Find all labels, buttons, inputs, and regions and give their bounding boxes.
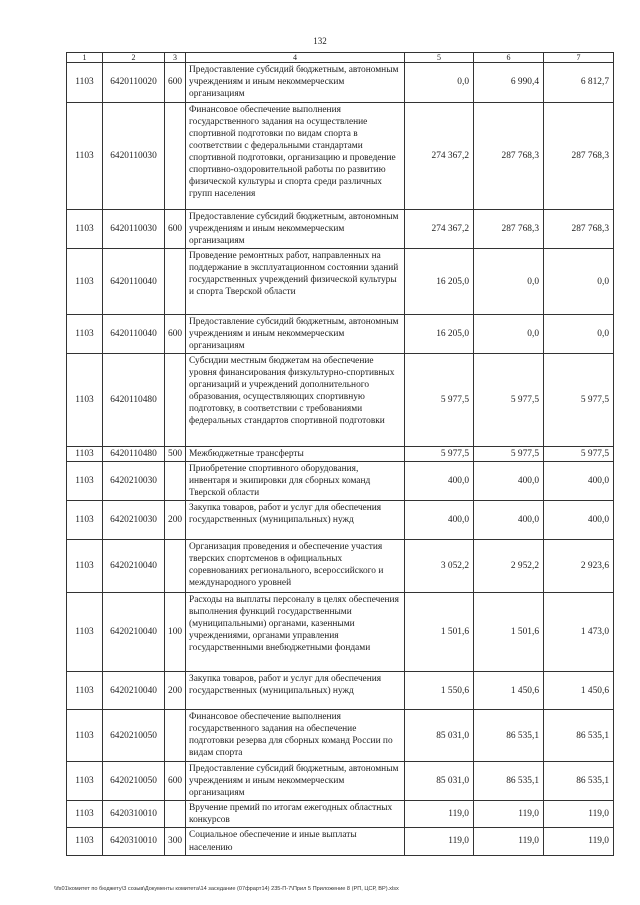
value-2019-cell: 5 977,5 (405, 447, 474, 462)
table-row (67, 462, 614, 501)
type-cell: 600 (165, 315, 186, 354)
header-cell: 7 (544, 53, 614, 63)
value-2021-cell: 5 977,5 (544, 354, 614, 447)
value-2021-cell: 119,0 (544, 828, 614, 855)
value-2019-cell: 85 031,0 (405, 762, 474, 801)
type-cell: 200 (165, 501, 186, 540)
type-cell (165, 354, 186, 447)
section-cell: 1103 (67, 828, 103, 855)
type-cell: 100 (165, 593, 186, 672)
section-cell: 1103 (67, 249, 103, 315)
table-row (67, 63, 614, 103)
name-cell: Финансовое обеспечение выполнения государственного задания на осуществление спортивной подготовки по видам спорта в соответствии с федеральными стандартами спортивной подготовки, организацию и проведение спортивно-оздоровительной работы по развитию физической культуры и спорта среди различных групп населения (186, 103, 405, 210)
value-2021-cell: 86 535,1 (544, 762, 614, 801)
value-2021-cell: 400,0 (544, 501, 614, 540)
value-2020-cell: 0,0 (474, 249, 544, 315)
code-cell: 6420310010 (103, 828, 165, 855)
name-cell: Субсидии местным бюджетам на обеспечение уровня финансирования физкультурно-спортивных организаций и учреждений дополнительного образования, осуществляющих спортивную подготовку, в соответствии с требованиями федеральных стандартов спортивной подготовки (186, 354, 405, 447)
value-2021-cell: 287 768,3 (544, 103, 614, 210)
value-2019-cell: 0,0 (405, 63, 474, 103)
name-cell: Закупка товаров, работ и услуг для обеспечения государственных (муниципальных) нужд (186, 672, 405, 710)
value-2020-cell: 287 768,3 (474, 103, 544, 210)
value-2020-cell: 6 990,4 (474, 63, 544, 103)
section-cell: 1103 (67, 801, 103, 828)
value-2021-cell: 0,0 (544, 249, 614, 315)
section-cell: 1103 (67, 63, 103, 103)
code-cell: 6420110030 (103, 210, 165, 249)
table-row (67, 249, 614, 315)
table-row (67, 447, 614, 462)
type-cell (165, 540, 186, 593)
code-cell: 6420110020 (103, 63, 165, 103)
code-cell: 6420110030 (103, 103, 165, 210)
value-2020-cell: 400,0 (474, 501, 544, 540)
value-2019-cell: 3 052,2 (405, 540, 474, 593)
value-2021-cell: 400,0 (544, 462, 614, 501)
type-cell: 600 (165, 63, 186, 103)
file-path-footer: \\fs01\комитет по бюджету\3 созыв\Документы комитета\14 заседание (07фрарт14) 235-П-7\Прил 5 Приложение 8 (РП, ЦСР, ВР).xlsx (54, 886, 399, 892)
value-2020-cell: 119,0 (474, 828, 544, 855)
header-cell: 2 (103, 53, 165, 63)
value-2019-cell: 85 031,0 (405, 710, 474, 762)
section-cell: 1103 (67, 210, 103, 249)
table-row (67, 354, 614, 447)
code-cell: 6420310010 (103, 801, 165, 828)
value-2020-cell: 1 501,6 (474, 593, 544, 672)
value-2019-cell: 400,0 (405, 501, 474, 540)
code-cell: 6420210030 (103, 462, 165, 501)
section-cell: 1103 (67, 672, 103, 710)
name-cell: Финансовое обеспечение выполнения государственного задания на обеспечение подготовки резерва для сборных команд России по видам спорта (186, 710, 405, 762)
code-cell: 6420210040 (103, 540, 165, 593)
value-2021-cell: 2 923,6 (544, 540, 614, 593)
code-cell: 6420210040 (103, 672, 165, 710)
section-cell: 1103 (67, 540, 103, 593)
type-cell (165, 103, 186, 210)
code-cell: 6420110480 (103, 354, 165, 447)
type-cell: 600 (165, 762, 186, 801)
name-cell: Приобретение спортивного оборудования, инвентаря и экипировки для сборных команд Тверской области (186, 462, 405, 501)
value-2019-cell: 119,0 (405, 801, 474, 828)
value-2020-cell: 400,0 (474, 462, 544, 501)
section-cell: 1103 (67, 762, 103, 801)
section-cell: 1103 (67, 447, 103, 462)
page-number: 132 (313, 36, 327, 46)
name-cell: Закупка товаров, работ и услуг для обеспечения государственных (муниципальных) нужд (186, 501, 405, 540)
value-2021-cell: 287 768,3 (544, 210, 614, 249)
name-cell: Предоставление субсидий бюджетным, автономным учреждениям и иным некоммерческим организациям (186, 315, 405, 354)
value-2019-cell: 16 205,0 (405, 249, 474, 315)
name-cell: Вручение премий по итогам ежегодных областных конкурсов (186, 801, 405, 828)
value-2021-cell: 0,0 (544, 315, 614, 354)
section-cell: 1103 (67, 462, 103, 501)
table-row (67, 540, 614, 593)
value-2021-cell: 1 473,0 (544, 593, 614, 672)
value-2021-cell: 5 977,5 (544, 447, 614, 462)
name-cell: Организация проведения и обеспечение участия тверских спортсменов в официальных соревнованиях регионального, всероссийского и международного уровней (186, 540, 405, 593)
type-cell (165, 462, 186, 501)
value-2019-cell: 1 550,6 (405, 672, 474, 710)
value-2021-cell: 6 812,7 (544, 63, 614, 103)
type-cell: 600 (165, 210, 186, 249)
value-2019-cell: 16 205,0 (405, 315, 474, 354)
value-2019-cell: 119,0 (405, 828, 474, 855)
type-cell: 300 (165, 828, 186, 855)
value-2020-cell: 2 952,2 (474, 540, 544, 593)
code-cell: 6420110480 (103, 447, 165, 462)
value-2020-cell: 0,0 (474, 315, 544, 354)
value-2020-cell: 5 977,5 (474, 354, 544, 447)
table-row (67, 210, 614, 249)
table-row (67, 103, 614, 210)
code-cell: 6420210050 (103, 710, 165, 762)
code-cell: 6420210040 (103, 593, 165, 672)
value-2019-cell: 400,0 (405, 462, 474, 501)
header-cell: 4 (186, 53, 405, 63)
section-cell: 1103 (67, 103, 103, 210)
type-cell (165, 249, 186, 315)
value-2020-cell: 86 535,1 (474, 762, 544, 801)
value-2021-cell: 86 535,1 (544, 710, 614, 762)
code-cell: 6420210050 (103, 762, 165, 801)
header-cell: 3 (165, 53, 186, 63)
table-row (67, 710, 614, 762)
type-cell: 500 (165, 447, 186, 462)
table-row (67, 501, 614, 540)
type-cell (165, 801, 186, 828)
code-cell: 6420210030 (103, 501, 165, 540)
section-cell: 1103 (67, 354, 103, 447)
header-row (67, 53, 614, 63)
value-2019-cell: 5 977,5 (405, 354, 474, 447)
name-cell: Проведение ремонтных работ, направленных на поддержание в эксплуатационном состоянии зданий государственных учреждений физической культуры и спорта Тверской области (186, 249, 405, 315)
section-cell: 1103 (67, 501, 103, 540)
value-2019-cell: 274 367,2 (405, 103, 474, 210)
name-cell: Социальное обеспечение и иные выплаты населению (186, 828, 405, 855)
table-row (67, 801, 614, 828)
value-2021-cell: 1 450,6 (544, 672, 614, 710)
type-cell (165, 710, 186, 762)
section-cell: 1103 (67, 315, 103, 354)
table-row (67, 315, 614, 354)
value-2020-cell: 287 768,3 (474, 210, 544, 249)
name-cell: Предоставление субсидий бюджетным, автономным учреждениям и иным некоммерческим организациям (186, 762, 405, 801)
name-cell: Межбюджетные трансферты (186, 447, 405, 462)
value-2021-cell: 119,0 (544, 801, 614, 828)
table-row (67, 762, 614, 801)
header-cell: 1 (67, 53, 103, 63)
code-cell: 6420110040 (103, 315, 165, 354)
value-2020-cell: 5 977,5 (474, 447, 544, 462)
section-cell: 1103 (67, 593, 103, 672)
value-2020-cell: 1 450,6 (474, 672, 544, 710)
table-row (67, 672, 614, 710)
table-row (67, 593, 614, 672)
budget-table (66, 52, 614, 856)
value-2020-cell: 119,0 (474, 801, 544, 828)
section-cell: 1103 (67, 710, 103, 762)
name-cell: Предоставление субсидий бюджетным, автономным учреждениям и иным некоммерческим организациям (186, 63, 405, 103)
type-cell: 200 (165, 672, 186, 710)
header-cell: 6 (474, 53, 544, 63)
name-cell: Расходы на выплаты персоналу в целях обеспечения выполнения функций государственными (муниципальными) органами, казенными учреждениями, органами управления государственными внебюджетными фондами (186, 593, 405, 672)
table-row (67, 828, 614, 855)
value-2019-cell: 1 501,6 (405, 593, 474, 672)
value-2019-cell: 274 367,2 (405, 210, 474, 249)
value-2020-cell: 86 535,1 (474, 710, 544, 762)
header-cell: 5 (405, 53, 474, 63)
code-cell: 6420110040 (103, 249, 165, 315)
name-cell: Предоставление субсидий бюджетным, автономным учреждениям и иным некоммерческим организациям (186, 210, 405, 249)
